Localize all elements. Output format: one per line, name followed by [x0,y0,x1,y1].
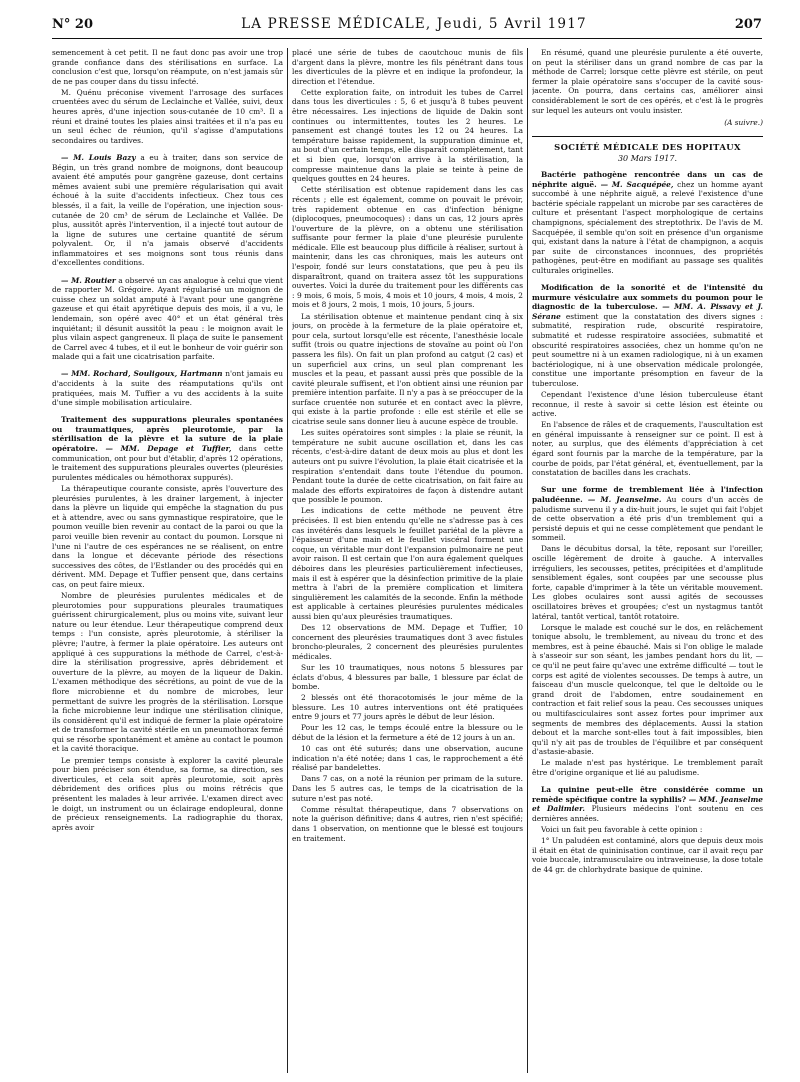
author-name: — M. Sacquépée, [596,179,674,189]
paragraph: 10 cas ont été suturés; dans une observation, aucune indication n'a été notée; dans 1 cas, le rapprochement a été réalisé par bandelettes. [292,744,523,773]
paragraph: Dans 7 cas, on a noté la réunion per primam de la suture. Dans les 5 autres cas, le temps de la cicatrisation de la suture n'est pas noté. [292,774,523,803]
paragraph: Comme résultat thérapeutique, dans 7 observations on note la guérison définitive; dans 4 autres, rien n'est spécifié; dans 1 observation, on mentionne que le blessé est toujours en traitement. [292,804,523,843]
section-heading [532,283,763,389]
paragraph-text: chez un homme ayant succombé à une néphrite aiguë, a relevé l'existence d'une bactérie spéciale rappelant un microbe par ses caractères de culture et présentant l'aspect morphologique de certains champignons, spécialement des streptothrix. De l'avis de M. Sacquépée, il semble qu'on soit en présence d'un organisme qui, existant dans la nature à l'état de champignon, a acquis par suite de circonstances inconnues, des propriétés pathogènes, peut-être en modifiant au passage ses qualités culturales originelles. [532,179,763,275]
paragraph: La stérilisation obtenue et maintenue pendant cinq à six jours, on procède à la fermeture de la plaie opératoire et, pour cela, surtout lorsqu'elle est récente, l'anesthésie locale suffit (trois ou quatre injections de stovaïne au point où l'on passera les fils). On fait un plan profond au catgut (2 cas) et un superficiel aux crins, un seul plan comprenant les muscles et la peau, et passant aussi près que possible de la cavité pleurale suffisent, et l'on obtient ainsi une réunion par première intention parfaite. Il n'y a pas à se préoccuper de la surface cruentée non suturée et en contact avec la plèvre, qui existe à la partie profonde : elle est stérile et elle se cicatrise seule sans donner lieu à aucune espèce de trouble. [292,311,523,427]
column-rule [523,48,532,1073]
paragraph: 2 blessés ont été thoracotomisés le jour même de la blessure. Les 10 autres interventions ont été pratiquées entre 9 jours et 77 jours après le début de leur lésion. [292,693,523,722]
paragraph: Les indications de cette méthode ne peuvent être précisées. Il est bien entendu qu'elle ne s'adresse pas à ces cas invétérés dans lesquels le feuillet pariétal de la plèvre a l'épaisseur d'une main et le feuillet viscéral forment une coque, un véritable mur dont l'expansion pulmonaire ne peut avoir raison. Il est certain que l'on aura également quelques déboires dans les pleurésies particulièrement infectieuses, mais il est à espérer que la désinfection primitive de la plaie mettra à l'abri de la première complication et limitera singulièrement les calamités de la seconde. Enfin la méthode est applicable à certaines pleurésies purulentes médicales aussi bien qu'aux pleurésies traumatiques. [292,506,523,621]
paragraph: En l'absence de râles et de craquements, l'auscultation est en général impuissante à renseigner sur ce point. Il est à noter, au surplus, que des éléments d'appréciation à cet égard sont fournis par la marche de la température, par la courbe de poids, par l'état général, et, éventuellement, par la constatation de bacilles dans les crachats. [532,420,763,478]
paragraph: Cette stérilisation est obtenue rapidement dans les cas récents ; elle est également, comme on pouvait le prévoir, très rapidement obtenue en cas d'infection bénigne (diplocoques, pneumocoques) : dans un cas, 12 jours après l'ouverture de la plèvre, on a obtenu une stérilisation suffisante pour fermer la plaie d'une pleurésie purulente médicale. Elle est beaucoup plus difficile à réaliser, surtout à maintenir, dans les cas chroniques, mais les auteurs ont l'espoir, fondé sur leurs constatations, que peu à peu ils disparaîtront, quand on traitera assez tôt les suppurations ouvertes. Voici la durée du traitement pour les différents cas : 9 mois, 6 mois, 5 mois, 4 mois et 10 jours, 4 mois, 4 mois, 2 mois et 8 jours, 2 mois, 1 mois, 10 jours, 5 jours. [292,185,523,310]
paragraph: Cependant l'existence d'une lésion tuberculeuse étant reconnue, il reste à savoir si cette lésion est éteinte ou active. [532,390,763,419]
paragraph-text: a eu à traiter, dans son service de Bégin, un très grand nombre de moignons, dont beaucoup avaient été amputés pour gangrène gazeuse, dont certains mêmes avaient subi une première régularisation qui avait échoué à la suite d'accidents infectieux. Chez tous ces blessés, il a fait, la veille de l'opération, une injection sous-cutanée de 20 cm³ de sérum de Leclainche et Vallée. De plus, aussitôt après l'intervention, il a injecté tout autour de la ligne de sutures une certaine quantité de sérum polyvalent. Or, il n'a jamais observé d'accidents inflammatoires et ses moignons sont tous réunis dans d'excellentes conditions. [52,152,283,268]
paragraph: Pour les 12 cas, le temps écoulé entre la blessure ou le début de la lésion et la fermeture a été de 12 jours à un an. [292,723,523,743]
paragraph-text: n'ont jamais eu d'accidents à la suite des réamputations qu'ils ont pratiquées, mais M. Tuffier a vu des accidents à la suite d'une simple mobilisation articulaire. [52,369,283,408]
paragraph [52,153,283,268]
heading-title: Sur une forme de tremblement liée à l'infection paludéenne. [532,485,763,504]
paragraph-text: estiment que la constatation des divers signes : submatité, respiration rude, obscurité respiratoire, submatité et rudesse respiratoire associées, submatité et obscurité respiratoires associées, chez un homme qu'on ne peut soumettre ni à un examen radiologique, ni à un examen bactériologique, ni à une observation médicale prolongée, constitue une importante présomption en faveur de la tuberculose. [532,311,763,388]
society-section-title: SOCIÉTÉ MÉDICALE DES HOPITAUX [532,136,763,153]
column-1 [52,48,283,1073]
paragraph: M. Quénu préconise vivement l'arrosage des surfaces cruentées avec du sérum de Leclainche et Vallée, suivi, deux heures après, d'une injection sous-cutanée de 10 cm³. Il a réuni et drainé toutes les plaies ainsi traitées et il n'a pas eu un seul échec de réunion, qu'il s'agisse d'amputations secondaires ou tardives. [52,87,283,145]
session-date: 30 Mars 1917. [617,154,678,164]
author-name: — MM. Jeanselme et Dalimier. [532,794,763,814]
paragraph-text: Plusieurs médecins l'ont soutenu en ces dernières années. [532,804,763,823]
paragraph-text: dans cette communication, ont pour but d'établir, d'après 12 opérations, le traitement des suppurations pleurales ouvertes (pleurésies purulentes médicales ou hémothorax suppurés). [52,444,283,482]
paragraph: En résumé, quand une pleurésie purulente a été ouverte, on peut la stériliser dans un grand nombre de cas par la méthode de Carrel; lorsque cette plèvre est stérile, on peut fermer la plaie opératoire sans s'occuper de la cavité sous-jacente. On pourra, dans certains cas, améliorer ainsi considérablement le sort de ces opérés, et c'est là le progrès sur lequel les auteurs ont voulu insister. [532,48,763,115]
section-heading [532,785,763,823]
section-heading [532,485,763,543]
paragraph [52,276,283,362]
author-name: — M. Routier [61,275,116,285]
section-heading [52,415,283,482]
paragraph: Nombre de pleurésies purulentes médicales et de pleurotomies pour suppurations pleurales traumatiques guérissent chirurgicalement, plus ou moins vite, suivant leur nature ou leur étendue. Leur thérapeutique comprend deux temps : l'un consiste, après pleurotomie, à stériliser la plèvre; l'autre, à fermer la plaie opératoire. Les auteurs ont appliqué à ces suppurations la méthode de Carrel, c'est-à-dire la stérilisation progressive, après débridement et ouverture de la plèvre, au moyen de la liqueur de Dakin. L'examen méthodique des sécrétions, au point de vue de la flore microbienne et du nombre de microbes, leur permettant de suivre les progrès de la stérilisation. Lorsque la fiche microbienne leur indique une stérilisation clinique, ils considèrent qu'il est indiqué de fermer la plaie opératoire et de transformer la cavité stérile en un pneumothorax fermé qui se résorbe spontanément et amène au contact le poumon et la cavité thoracique. [52,590,283,754]
section-heading [532,170,763,276]
paragraph: Les suites opératoires sont simples : la plaie se réunit, la température ne subit aucune oscillation et, dans les cas récents, c'est-à-dire datant de deux mois au plus et dont les auteurs ont pu suivre l'évolution, la plaie était cicatrisée et la respiration s'entendait dans toute l'étendue du poumon. Pendant toute la durée de cette cicatrisation, on fait faire au malade des efforts expiratoires de façon à distendre autant que possible le poumon. [292,428,523,505]
paragraph: Le premier temps consiste à explorer la cavité pleurale pour bien préciser son étendue, sa forme, sa direction, ses diverticules, et cela soit après pleurotomie, soit après débridement des orifices plus ou moins rétrécis que présentent les malades à leur arrivée. L'examen direct avec le doigt, un instrument ou un éclairage endopleural, donne de précieux renseignements. La radiographie du thorax, après avoir [52,755,283,832]
paragraph: semencement à cet petit. Il ne faut donc pas avoir une trop grande confiance dans des stérilisations en surface. La conclusion c'est que, lorsqu'on réampute, on n'est jamais sûr de ne pas couper dans du tissu infecté. [52,48,283,86]
author-name: — MM. Rochard, Souligoux, Hartmann [61,369,223,379]
paragraph-text: a observé un cas analogue à celui que vient de rapporter M. Grégoire. Ayant régularisé un moignon de cuisse chez un soldat amputé à l'avant pour une gangrène gazeuse et qui était apyrétique depuis des mois, il a vu, le lendemain, son opéré avec 40° et un état général très inquiétant; il désunit aussitôt la peau : le moignon avait le plus vilain aspect gangreneux. Il plaça de suite le pansement de Carrel avec 4 tubes, et il eut le bonheur de voir guérir son malade qui a fait une cicatrisation parfaite. [52,275,283,362]
to-be-continued: (A suivre.) [724,118,763,128]
heading-title: Traitement des suppurations pleurales spontanées ou traumatiques, après pleurotomie, par la stérilisation de la plèvre et la suture de la plaie opératoire. [52,415,283,454]
paragraph: La thérapeutique courante consiste, après l'ouverture des pleurésies purulentes, à les drainer largement, à injecter dans la plèvre un liquide qui empêche la stagnation du pus et à attendre, avec ou sans gymnastique respiratoire, que le poumon veuille bien revenir au contact de la paroi ou que la paroi veuille bien revenir au contact du poumon. Lorsque ni l'une ni l'autre de ces espérances ne se réalisent, on entre dans la longue et décevante période des résections successives des côtes, de l'Estlander ou des procédés qui en dérivent. MM. Depage et Tuffier pensent que, dans certains cas, on peut faire mieux. [52,483,283,589]
author-name: — M. Jeanselme. [582,494,662,504]
paragraph: 1° Un paludéen est contaminé, alors que depuis deux mois il était en état de quininisation continue, car il avait reçu par voie buccale, intramusculaire ou intraveineuse, la dose totale de 44 gr. de chlorhydrate basique de quinine. [532,836,763,874]
author-name: — MM. Depage et Tuffier, [97,444,232,454]
article-columns [52,48,764,1073]
paragraph: Des 12 observations de MM. Depage et Tuffier, 10 concernent des pleurésies traumatiques dont 3 avec fistules broncho-pleurales, 2 concernent des pleurésies purulentes médicales. [292,623,523,661]
heading-title: La quinine peut-elle être considérée comme un remède spécifique contre la syphilis? [532,785,763,804]
paragraph: Dans le décubitus dorsal, la tête, reposant sur l'oreiller, oscille légèrement de droite à gauche. A intervalles irréguliers, les secousses, petites, précipitées et d'amplitude sensiblement égales, sont coupées par une secousse plus forte, capable d'imprimer à la tête un véritable mouvement. Les globes oculaires sont aussi agités de secousses oscillatoires brèves et groupées; c'est un nystagmus tantôt latéral, tantôt vertical, tantôt rotatoire. [532,544,763,621]
author-name: — M. Louis Bazy [61,152,136,162]
paragraph: Le malade n'est pas hystérique. Le tremblement paraît être d'origine organique et lié au paludisme. [532,758,763,778]
page-header [52,16,762,39]
journal-title: LA PRESSE MÉDICALE, Jeudi, 5 Avril 1917 [241,16,587,32]
paragraph: Sur les 10 traumatiques, nous notons 5 blessures par éclats d'obus, 4 blessures par balle, 1 blessure par éclat de bombe. [292,662,523,692]
paragraph: Cette exploration faite, on introduit les tubes de Carrel dans tous les diverticules : 5, 6 et jusqu'à 8 tubes peuvent être nécessaires. Les injections de liquide de Dakin sont continues ou intermittentes, toutes les 2 heures. Le pansement est changé toutes les 12 ou 24 heures. La température baisse rapidement, la suppuration diminue et, au bout d'un certain temps, elle disparaît complètement, tant et si bien que, lorsqu'on arrive à la stérilisation, la compresse maintenue dans la plaie se teinte à peine de quelques gouttes en 24 heures. [292,87,523,184]
column-2 [292,48,523,1073]
heading-title: Modification de la sonorité et de l'intensité du murmure vésiculaire aux sommets du poumon pour le diagnostic de la tuberculose. [532,282,763,312]
column-rule [283,48,292,1073]
paragraph: Lorsque le malade est couché sur le dos, en relâchement tonique absolu, le tremblement, au niveau du tronc et des membres, est à peine ébauché. Mais si l'on oblige le malade à s'asseoir sur son séant, les jambes pendant hors du lit, — ce qu'il ne peut faire qu'avec une extrême difficulté — tout le corps est agité de violentes secousses. De temps à autre, un faisceau d'un muscle quelconque, tel que le deltoïde ou le grand droit de l'abdomen, entre soudainement en contraction et fait relief sous la peau. Ces secousses uniques ou multifasciculaires sont assez fortes pour imprimer aux segments de membres des déplacements. Aussi la station debout et la marche sont-elles tout à fait impossibles, bien qu'il n'y ait pas de troubles de l'équilibre et par conséquent d'astasie-abasie. [532,622,763,757]
paragraph [52,369,283,407]
heading-title: Bactérie pathogène rencontrée dans un cas de néphrite aiguë. [532,169,763,189]
page-number: N° 20 [52,17,93,32]
paragraph: Voici un fait peu favorable à cette opinion : [541,825,703,835]
author-name: — MM. A. Pissavy et J. Sérane [532,302,763,321]
page-number-right: 207 [734,17,762,32]
column-3 [532,48,763,1073]
paragraph: placé une série de tubes de caoutchouc munis de fils d'argent dans la plèvre, montre les fils pénétrant dans tous les diverticules de la plèvre et en indique la profondeur, la direction et l'étendue. [292,48,523,86]
paragraph-text: Au cours d'un accès de paludisme survenu il y a dix-huit jours, le sujet qui fait l'objet de cette observation a été pris d'un tremblement qui a persisté depuis et qui ne cesse complètement que pendant le sommeil. [532,494,763,543]
